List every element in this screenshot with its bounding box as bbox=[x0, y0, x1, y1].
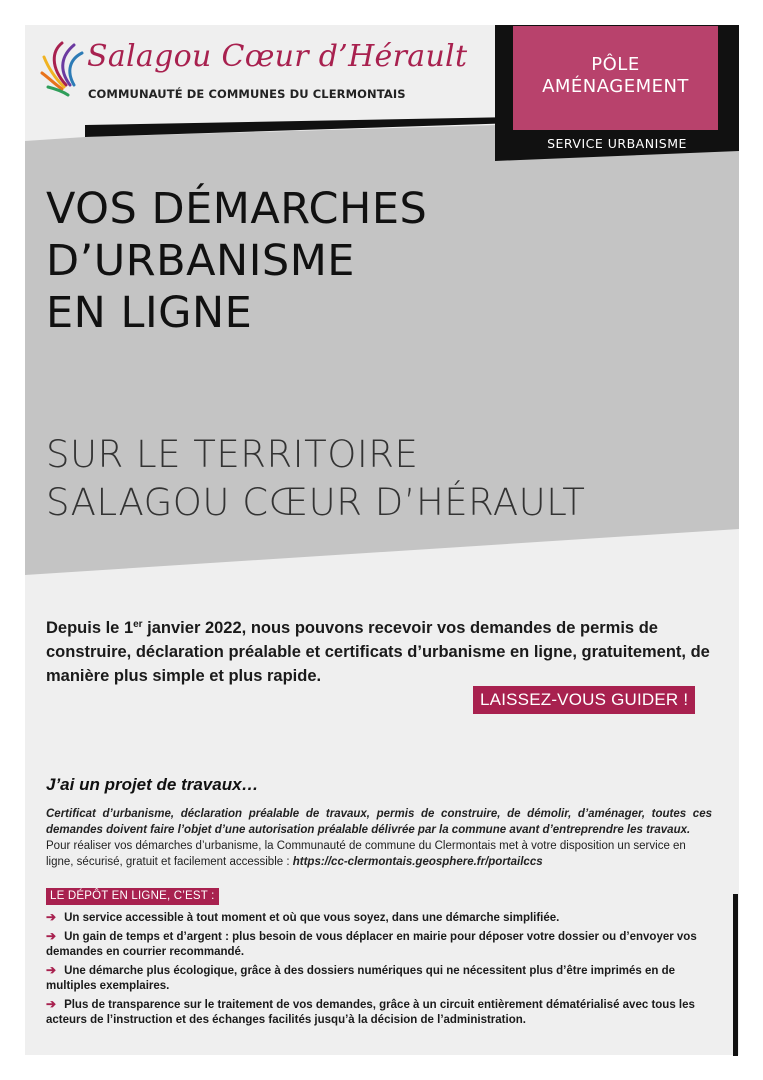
list-item-text: Plus de transparence sur le traitement de vos demandes, grâce à un circuit entièrement dématérialisé avec tous les acteurs de l’instruction et des échanges facilités jusqu’à la décision de l’administration. bbox=[46, 998, 695, 1026]
list-item bbox=[46, 929, 718, 961]
logo-sunburst-icon bbox=[40, 39, 86, 99]
subtitle bbox=[46, 431, 585, 527]
intro-text-end: janvier 2022, nous pouvons recevoir vos demandes de permis de construire, déclaration préalable et certificats d’urbanisme en ligne, gratuitement, de manière plus simple et plus rapide. bbox=[46, 618, 710, 685]
arrow-right-icon: ➔ bbox=[46, 996, 57, 1011]
depot-label: LE DÉPÔT EN LIGNE, C’EST : bbox=[46, 888, 219, 905]
project-heading: J’ai un projet de travaux… bbox=[46, 775, 259, 794]
project-body bbox=[46, 806, 712, 870]
main-title-line-2: D’URBANISME bbox=[46, 236, 355, 286]
project-plain-sentence: Pour réaliser vos démarches d’urbanisme, la Communauté de commune du Clermontais met à votre disposition un service en ligne, sécurisé, gratuit et facilement accessible : bbox=[46, 840, 686, 868]
list-item bbox=[46, 963, 718, 995]
main-title-line-3: EN LIGNE bbox=[46, 288, 253, 338]
list-item-text: Une démarche plus écologique, grâce à des dossiers numériques qui ne nécessitent plus d’être imprimés en de multiples exemplaires. bbox=[46, 964, 676, 992]
arrow-right-icon: ➔ bbox=[46, 910, 57, 924]
main-title-line-1: VOS DÉMARCHES bbox=[46, 184, 428, 234]
main-title bbox=[46, 183, 427, 339]
service-label: SERVICE URBANISME bbox=[547, 136, 687, 151]
logo bbox=[40, 37, 468, 107]
pole-line-2: AMÉNAGEMENT bbox=[542, 76, 689, 97]
intro-superscript: er bbox=[133, 618, 143, 630]
arrow-right-icon: ➔ bbox=[46, 962, 57, 977]
benefits-list bbox=[46, 910, 718, 1031]
project-plain-text bbox=[46, 838, 712, 870]
subtitle-line-1: SUR LE TERRITOIRE bbox=[46, 433, 419, 476]
guide-banner: LAISSEZ-VOUS GUIDER ! bbox=[473, 686, 695, 714]
pole-badge-text bbox=[513, 54, 718, 98]
intro-text-start: Depuis le 1 bbox=[46, 618, 134, 637]
pole-badge bbox=[513, 26, 718, 130]
arrow-right-icon: ➔ bbox=[46, 928, 57, 943]
list-item-text: Un gain de temps et d’argent : plus besoin de vous déplacer en mairie pour déposer votre dossier ou d’envoyer vos demandes en courrier recommandé. bbox=[46, 930, 697, 958]
list-item bbox=[46, 997, 718, 1029]
side-accent-bar bbox=[733, 894, 738, 1056]
logo-wordmark: Salagou Cœur d’Hérault bbox=[87, 39, 468, 74]
intro-paragraph bbox=[46, 616, 720, 688]
list-item bbox=[46, 910, 718, 927]
portal-link[interactable]: https://cc-clermontais.geosphere.fr/portailccs bbox=[292, 856, 543, 868]
project-italic-text: Certificat d’urbanisme, déclaration préalable de travaux, permis de construire, de démolir, d’aménager, toutes ces demandes doivent faire l’objet d’une autorisation préalable délivrée par la commune avant d’entreprendre les travaux. bbox=[46, 808, 712, 836]
list-item-text: Un service accessible à tout moment et où que vous soyez, dans une démarche simplifiée. bbox=[64, 912, 560, 924]
logo-subtitle: COMMUNAUTÉ DE COMMUNES DU CLERMONTAIS bbox=[88, 87, 406, 101]
pole-line-1: PÔLE bbox=[591, 54, 640, 75]
subtitle-line-2: SALAGOU CŒUR D’HÉRAULT bbox=[46, 481, 586, 524]
